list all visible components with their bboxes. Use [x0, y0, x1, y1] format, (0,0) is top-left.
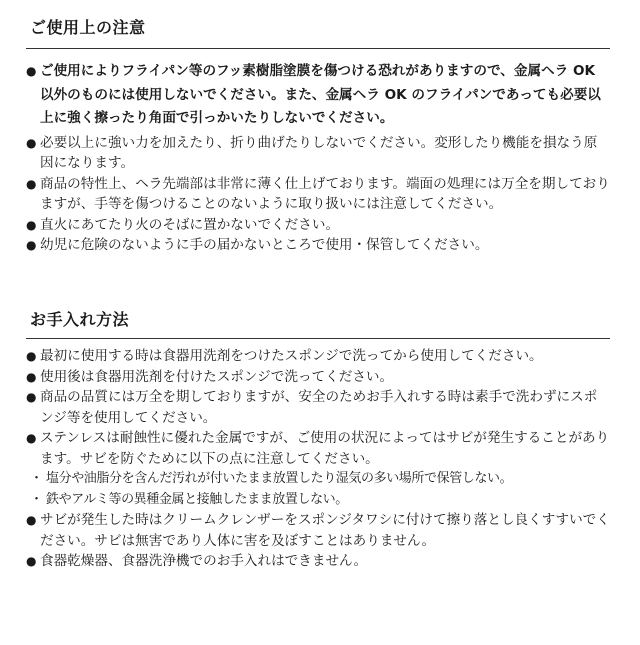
precautions-section: [26, 14, 610, 256]
sub-bullet-icon: ・: [30, 471, 44, 486]
care-text: 使用後は食器用洗剤を付けたスポンジで洗ってください。: [40, 368, 394, 385]
care-subtext: 塩分や油脂分を含んだ汚れが付いたまま放置したり湿気の多い場所で保管しない。: [46, 471, 513, 486]
care-item: [26, 346, 610, 367]
precaution-item: [26, 60, 610, 131]
bullet-icon: ●: [26, 176, 37, 191]
care-text: ステンレスは耐蝕性に優れた金属ですが、ご使用の状況によってはサビが発生することがあります。サビを防ぐために以下の点に注意してください。: [40, 430, 610, 467]
precaution-text: 幼児に危険のないように手の届かないところで使用・保管してください。: [40, 237, 489, 253]
care-item: [26, 367, 610, 388]
precaution-item: [26, 174, 610, 215]
care-subtext: 鉄やアルミ等の異種金属と接触したまま放置しない。: [46, 491, 348, 507]
bullet-icon: ●: [26, 431, 37, 445]
care-text: 商品の品質には万全を期しておりますが、安全のためお手入れする時は素手で洗わずにスポンジ等を使用してください。: [40, 389, 598, 426]
care-section: [26, 306, 610, 572]
precaution-text: 商品の特性上、ヘラ先端部は非常に薄く仕上げております。端面の処理には万全を期しておりますが、手等を傷つけることのないように取り扱いには注意してください。: [40, 175, 610, 212]
care-text: サビが発生した時はクリームクレンザーをスポンジタワシに付けて擦り落とし良くすすいでください。サビは無害であり人体に害を及ぼすことはありません。: [40, 512, 610, 549]
bullet-icon: ●: [26, 390, 37, 404]
bullet-icon: ●: [26, 513, 37, 527]
precautions-heading: ご使用上の注意: [30, 18, 146, 37]
precaution-text: ご使用によりフライパン等のフッ素樹脂塗膜を傷つける恐れがありますので、金属ヘラ OK 以外のものには使用しないでください。また、金属ヘラ OK のフライパンであっても必要以上に強く擦ったり角面で引っかいたりしないでください。: [40, 63, 601, 126]
care-subitem: [26, 490, 610, 511]
care-subitem: [26, 469, 610, 490]
care-text: 食器乾燥器、食器洗浄機でのお手入れはできません。: [40, 553, 368, 569]
care-item: [26, 428, 610, 469]
care-item: [26, 510, 610, 551]
bullet-icon: ●: [26, 554, 37, 568]
precaution-text: 直火にあてたり火のそばに置かないでください。: [40, 216, 340, 233]
bullet-icon: ●: [26, 217, 37, 232]
bullet-icon: ●: [26, 369, 37, 384]
care-divider: [26, 338, 610, 339]
bullet-icon: ●: [26, 135, 37, 150]
care-heading: お手入れ方法: [30, 310, 130, 329]
bullet-icon: ●: [26, 64, 37, 78]
precaution-item: [26, 215, 610, 236]
precaution-text: 必要以上に強い力を加えたり、折り曲げたりしないでください。変形したり機能を損なう原因になります。: [40, 134, 598, 171]
precaution-item: [26, 235, 610, 256]
sub-bullet-icon: ・: [30, 491, 44, 507]
care-item: [26, 551, 610, 572]
bullet-icon: ●: [26, 349, 37, 363]
care-text: 最初に使用する時は食器用洗剤をつけたスポンジで洗ってから使用してください。: [40, 348, 543, 364]
precaution-item: [26, 133, 610, 174]
care-item: [26, 387, 610, 428]
bullet-icon: ●: [26, 238, 37, 252]
precautions-divider: [26, 48, 610, 49]
